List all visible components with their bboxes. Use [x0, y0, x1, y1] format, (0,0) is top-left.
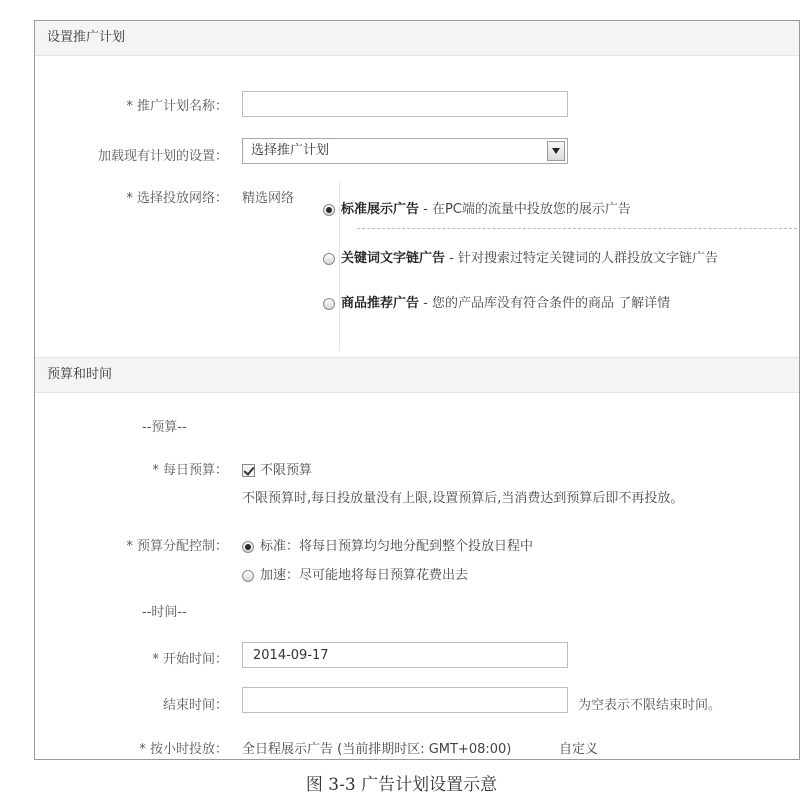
radio-icon[interactable] — [323, 298, 335, 310]
network-option-product-recommend[interactable] — [323, 292, 670, 311]
load-plan-label: 加载现有计划的设置： — [97, 149, 228, 164]
option-title: 标准展示广告 — [341, 202, 420, 217]
network-option-keyword-text[interactable] — [323, 247, 718, 266]
budget-control-accelerated[interactable] — [242, 564, 468, 583]
radio-icon[interactable] — [242, 541, 254, 553]
radio-icon[interactable] — [242, 570, 254, 582]
dropdown-arrow-icon[interactable] — [547, 141, 565, 161]
end-time-input[interactable] — [242, 687, 568, 713]
option-title: 关键词文字链广告 — [341, 251, 446, 266]
section-header-budget-time: 预算和时间 — [35, 357, 799, 393]
plan-name-input[interactable] — [242, 91, 568, 117]
hourly-value: 全日程展示广告 (当前排期时区: GMT+08:00) — [242, 742, 512, 757]
budget-control-label: * 预算分配控制： — [126, 539, 228, 554]
budget-control-standard[interactable] — [242, 535, 533, 554]
option-desc: - 您的产品库没有符合条件的商品 了解详情 — [419, 296, 671, 311]
network-label: * 选择投放网络： — [126, 191, 228, 206]
unlimited-budget-label: 不限预算 — [260, 463, 313, 478]
option-separator — [357, 228, 797, 229]
load-plan-select[interactable] — [242, 138, 568, 164]
campaign-settings-panel — [34, 20, 800, 760]
radio-icon[interactable] — [323, 253, 335, 265]
time-subheader: --时间-- — [142, 605, 187, 620]
radio-icon[interactable] — [323, 204, 335, 216]
option-label: 加速：尽可能地将每日预算花费出去 — [260, 568, 469, 583]
end-time-note: 为空表示不限结束时间。 — [578, 698, 722, 713]
network-category: 精选网络 — [242, 191, 295, 206]
network-option-standard-display[interactable] — [323, 198, 631, 217]
load-plan-selected-value: 选择推广计划 — [251, 143, 330, 158]
checkbox-icon[interactable] — [242, 464, 255, 477]
end-time-label: 结束时间： — [162, 698, 228, 713]
budget-subheader: --预算-- — [142, 420, 187, 435]
option-desc: - 针对搜索过特定关键词的人群投放文字链广告 — [445, 251, 718, 266]
start-time-label: * 开始时间： — [152, 652, 228, 667]
option-label: 标准：将每日预算均匀地分配到整个投放日程中 — [260, 539, 534, 554]
unlimited-budget-checkbox[interactable] — [242, 459, 312, 478]
unlimited-budget-note: 不限预算时,每日投放量没有上限,设置预算后,当消费达到预算后即不再投放。 — [242, 491, 684, 506]
daily-budget-label: * 每日预算： — [152, 463, 228, 478]
custom-schedule-link[interactable]: 自定义 — [559, 742, 599, 757]
option-desc: - 在PC端的流量中投放您的展示广告 — [419, 202, 631, 217]
section-header-plan: 设置推广计划 — [35, 21, 799, 56]
option-title: 商品推荐广告 — [341, 296, 420, 311]
plan-name-label: * 推广计划名称： — [126, 99, 228, 114]
figure-caption: 图 3-3 广告计划设置示意 — [305, 775, 498, 795]
start-time-input[interactable] — [242, 642, 568, 668]
hourly-label: * 按小时投放： — [139, 742, 228, 757]
